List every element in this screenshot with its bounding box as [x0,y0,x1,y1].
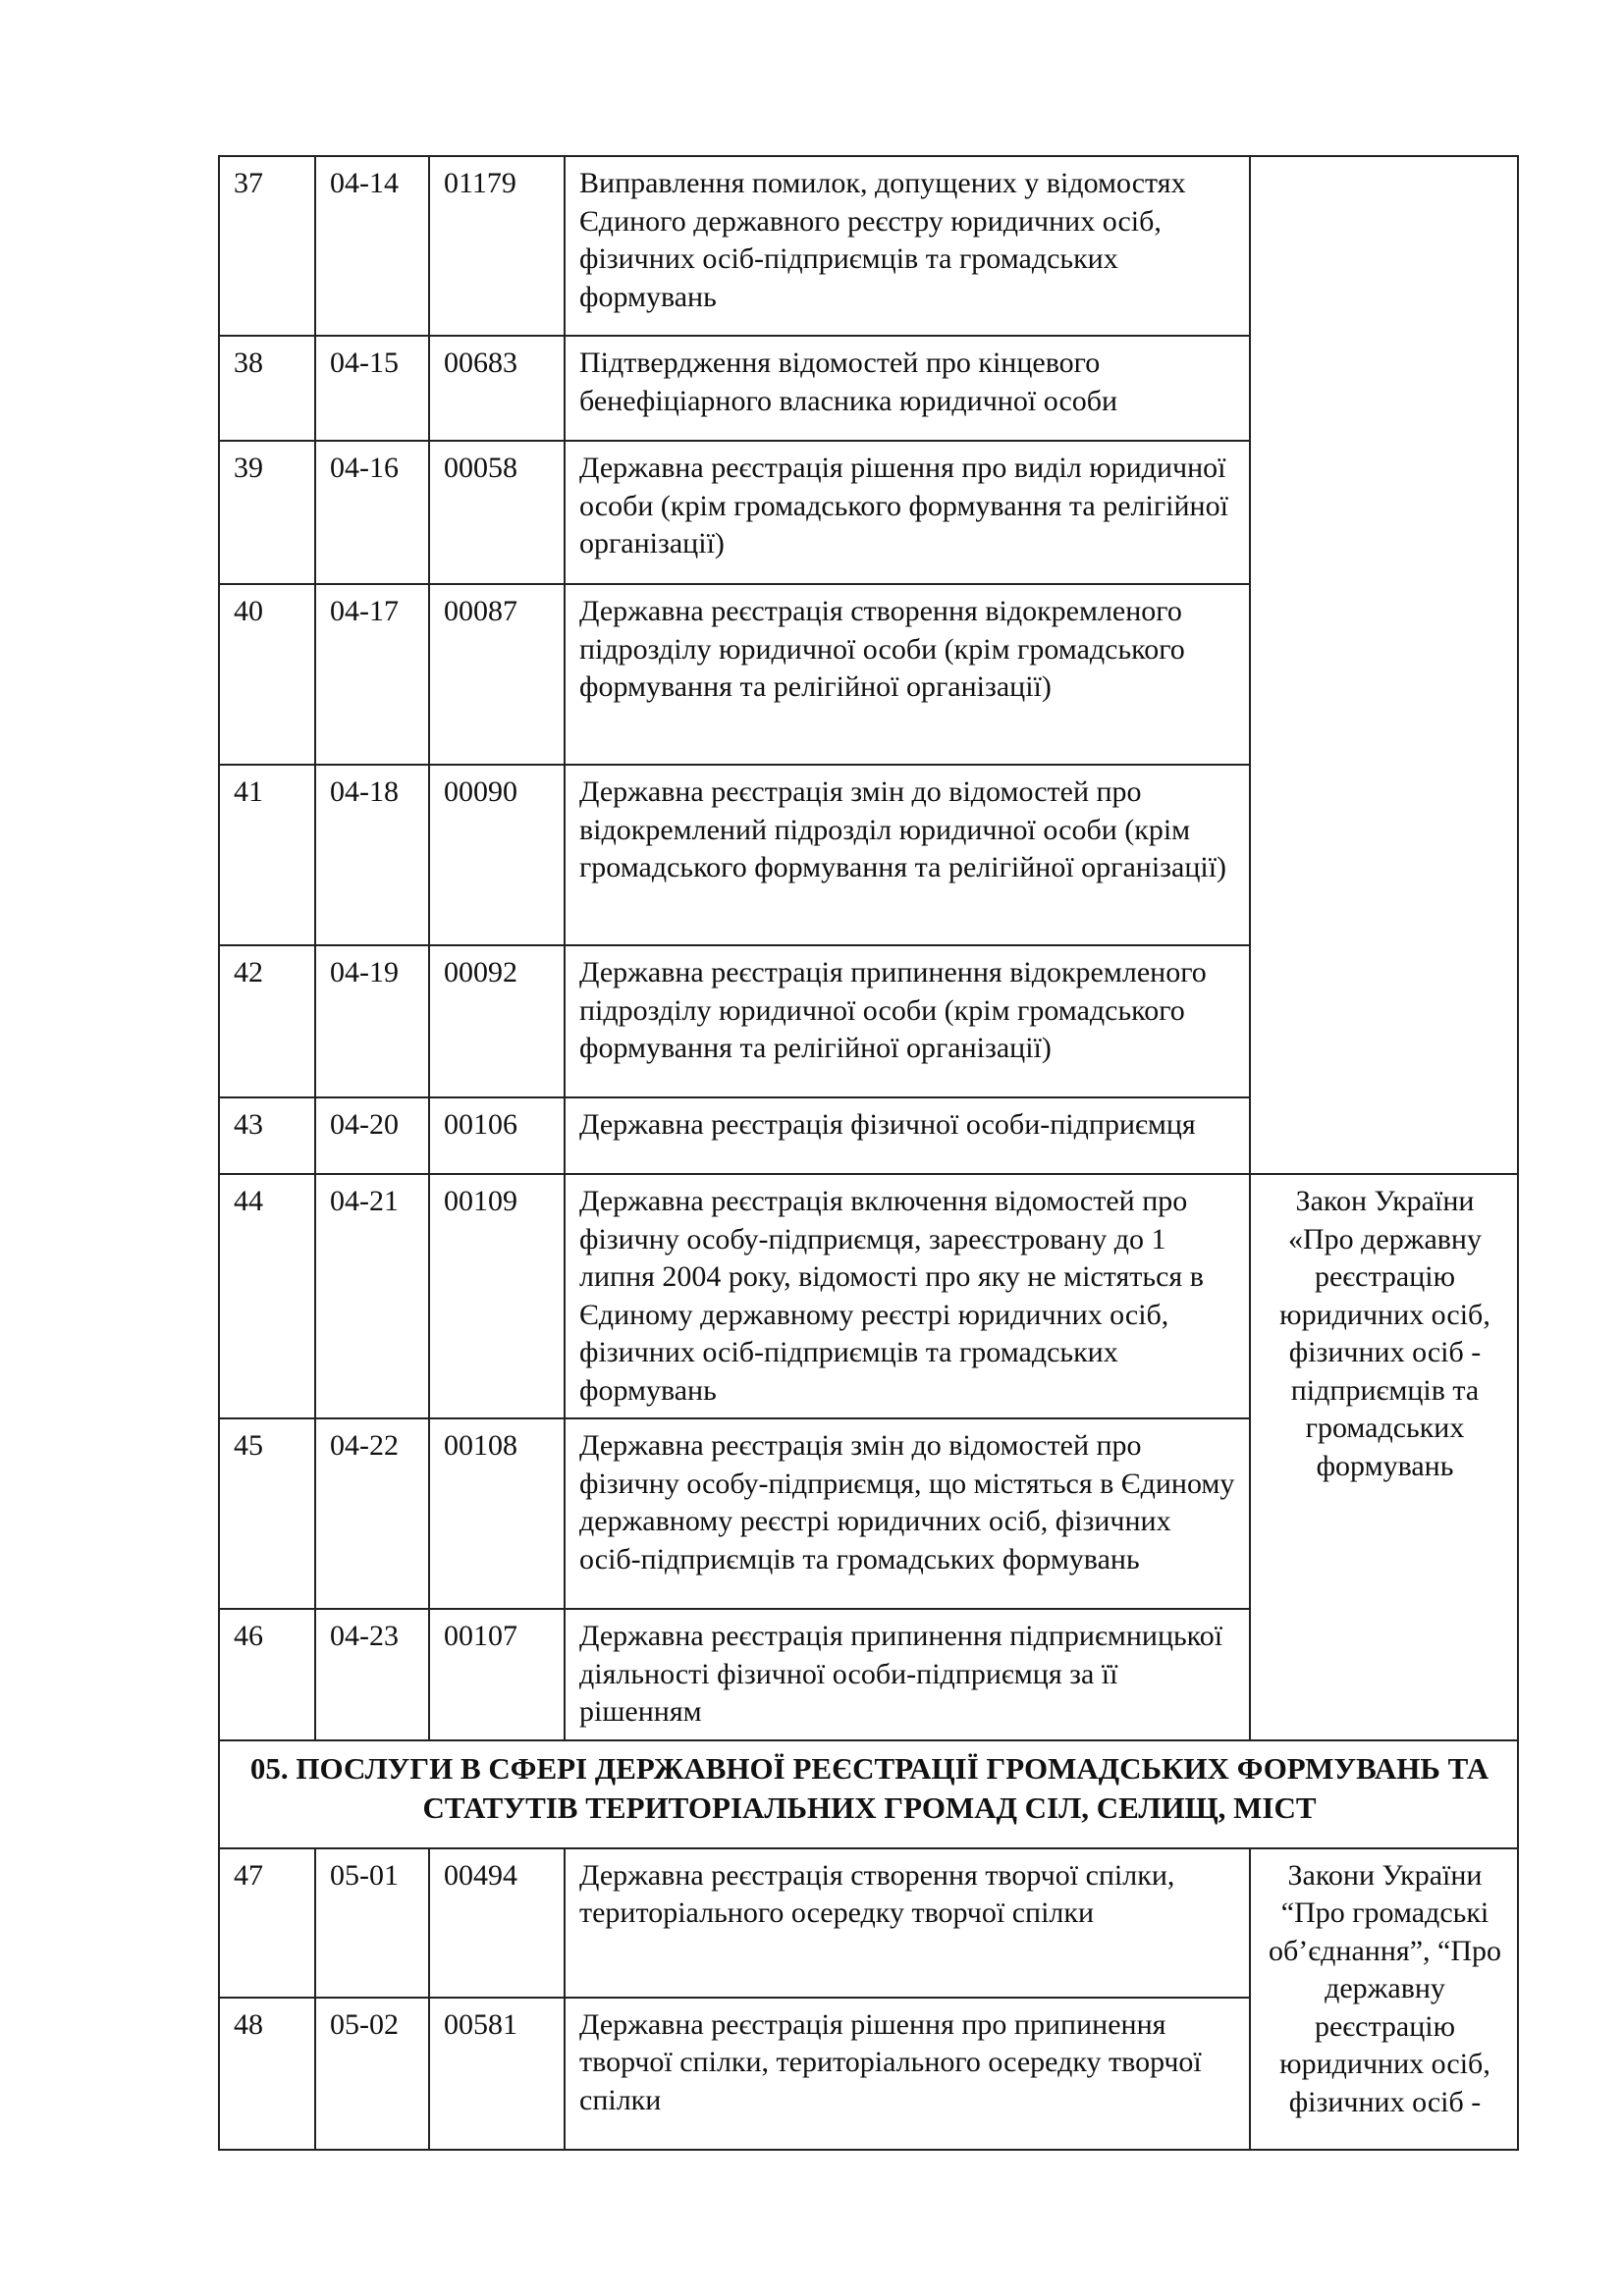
row-number: 43 [219,1097,315,1174]
service-id: 01179 [429,156,565,336]
service-code: 04-21 [315,1174,429,1418]
service-name: Державна реєстрація створення відокремленого підрозділу юридичної особи (крім громадського формування та релігійної організації) [565,584,1250,765]
legal-basis-empty-cell [1250,156,1518,1174]
service-id: 00109 [429,1174,565,1418]
table-row [219,156,1518,336]
service-code: 05-02 [315,1998,429,2150]
service-code: 04-15 [315,336,429,441]
row-number: 45 [219,1418,315,1609]
service-id: 00090 [429,765,565,945]
service-id: 00107 [429,1609,565,1740]
service-id: 00494 [429,1848,565,1998]
service-name: Виправлення помилок, допущених у відомостях Єдиного державного реєстру юридичних осіб, фізичних осіб-підприємців та громадських формувань [565,156,1250,336]
section-header-row [219,1740,1518,1848]
services-table [218,155,1519,2151]
service-name: Державна реєстрація фізичної особи-підприємця [565,1097,1250,1174]
service-id: 00581 [429,1998,565,2150]
legal-basis-cell: Закони України “Про громадські об’єднання”, “Про державну реєстрацію юридичних осіб, фізичних осіб - [1250,1848,1518,2150]
service-name: Державна реєстрація включення відомостей про фізичну особу-підприємця, зареєстровану до 1 липня 2004 року, відомості про яку не містяться в Єдиному державному реєстрі юридичних осіб, фізичних осіб-підприємців та громадських формувань [565,1174,1250,1418]
service-name: Державна реєстрація рішення про виділ юридичної особи (крім громадського формування та релігійної організації) [565,441,1250,584]
service-id: 00106 [429,1097,565,1174]
table-row [219,1848,1518,1998]
service-id: 00108 [429,1418,565,1609]
service-id: 00092 [429,945,565,1097]
service-name: Державна реєстрація змін до відомостей про відокремлений підрозділ юридичної особи (крім громадського формування та релігійної організації) [565,765,1250,945]
service-name: Державна реєстрація створення творчої спілки, територіального осередку творчої спілки [565,1848,1250,1998]
service-code: 04-20 [315,1097,429,1174]
row-number: 42 [219,945,315,1097]
service-code: 04-23 [315,1609,429,1740]
row-number: 47 [219,1848,315,1998]
service-code: 04-19 [315,945,429,1097]
service-name: Державна реєстрація рішення про припинення творчої спілки, територіального осередку творчої спілки [565,1998,1250,2150]
section-title: 05. ПОСЛУГИ В СФЕРІ ДЕРЖАВНОЇ РЕЄСТРАЦІЇ ГРОМАДСЬКИХ ФОРМУВАНЬ ТА СТАТУТІВ ТЕРИТОРІАЛЬНИХ ГРОМАД СІЛ, СЕЛИЩ, МІСТ [219,1740,1518,1848]
legal-basis-cell: Закон України «Про державну реєстрацію юридичних осіб, фізичних осіб - підприємців та громадських формувань [1250,1174,1518,1740]
row-number: 46 [219,1609,315,1740]
service-code: 04-16 [315,441,429,584]
service-code: 04-22 [315,1418,429,1609]
service-name: Державна реєстрація змін до відомостей про фізичну особу-підприємця, що містяться в Єдиному державному реєстрі юридичних осіб, фізичних осіб-підприємців та громадських формувань [565,1418,1250,1609]
row-number: 40 [219,584,315,765]
table-row [219,1174,1518,1418]
service-name: Державна реєстрація припинення відокремленого підрозділу юридичної особи (крім громадського формування та релігійної організації) [565,945,1250,1097]
service-id: 00683 [429,336,565,441]
row-number: 41 [219,765,315,945]
service-name: Державна реєстрація припинення підприємницької діяльності фізичної особи-підприємця за її рішенням [565,1609,1250,1740]
service-code: 04-18 [315,765,429,945]
row-number: 37 [219,156,315,336]
row-number: 38 [219,336,315,441]
service-id: 00087 [429,584,565,765]
row-number: 39 [219,441,315,584]
service-code: 05-01 [315,1848,429,1998]
service-code: 04-17 [315,584,429,765]
service-name: Підтвердження відомостей про кінцевого бенефіціарного власника юридичної особи [565,336,1250,441]
row-number: 48 [219,1998,315,2150]
service-id: 00058 [429,441,565,584]
row-number: 44 [219,1174,315,1418]
service-code: 04-14 [315,156,429,336]
